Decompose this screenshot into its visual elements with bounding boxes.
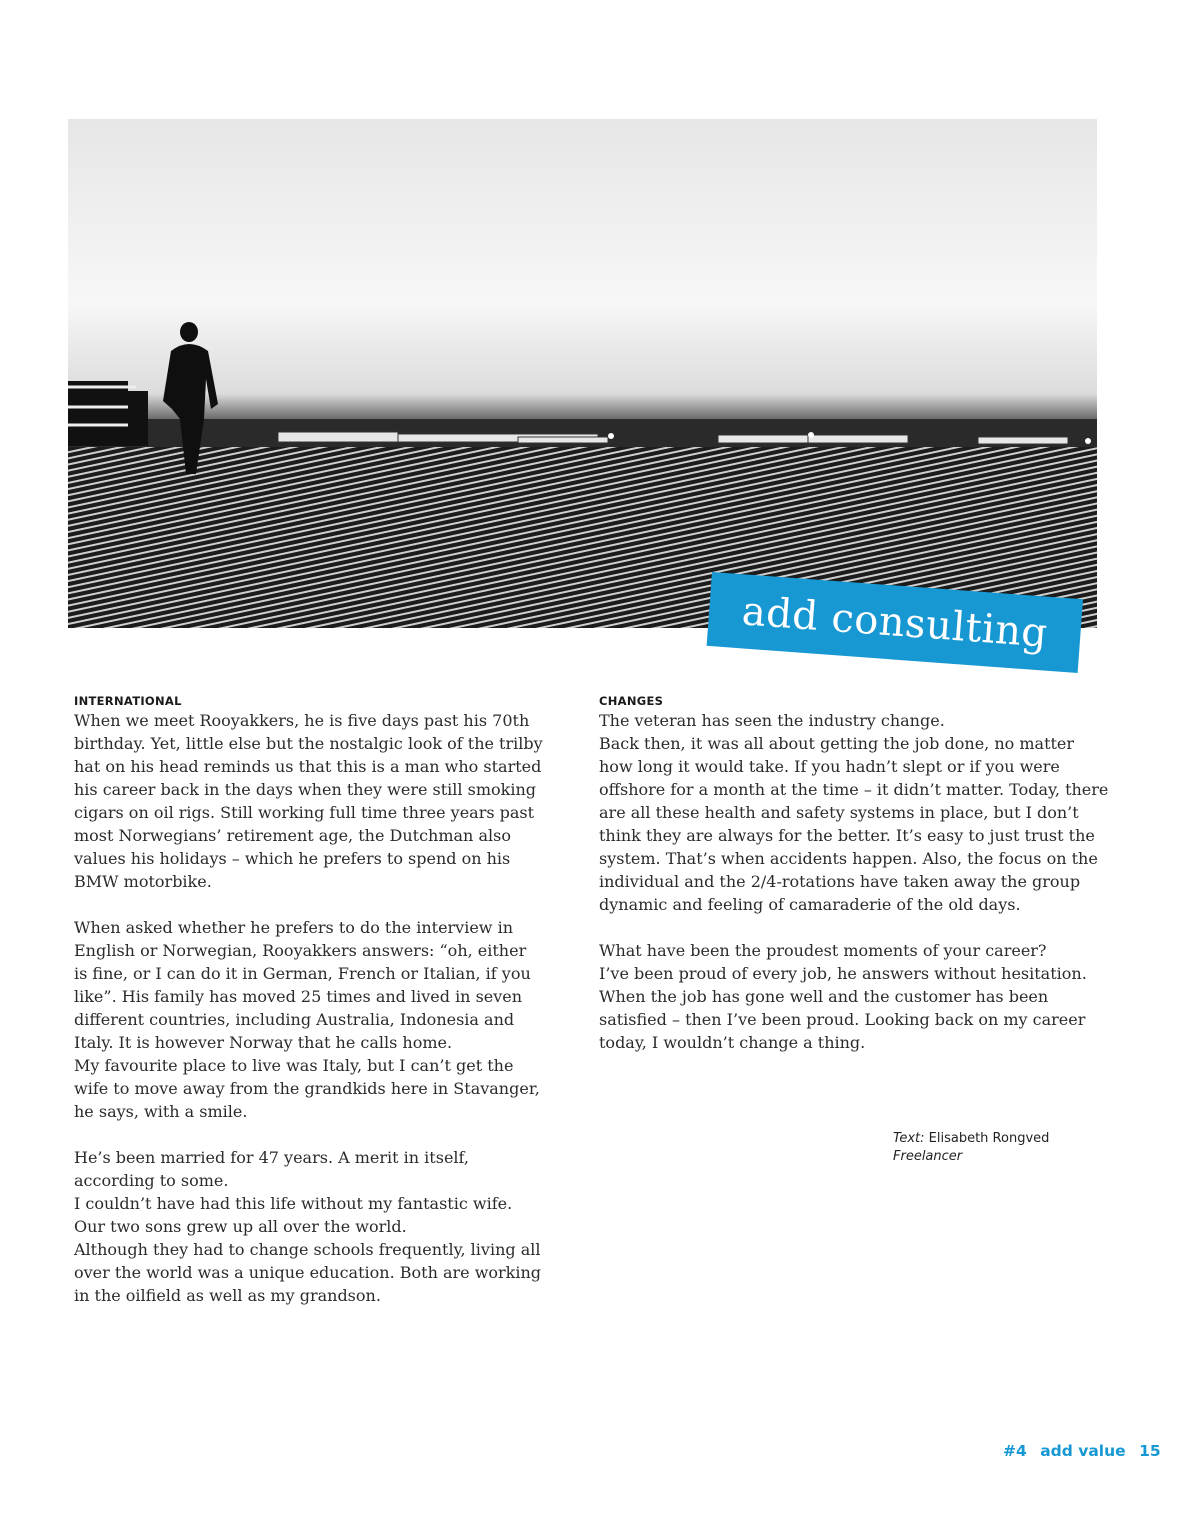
- article-column-right: [599, 693, 1109, 1054]
- section-banner: add consulting: [707, 572, 1083, 673]
- article-column-left: [74, 693, 544, 1307]
- issue-number: #4: [1003, 1442, 1027, 1460]
- helideck-illustration: [68, 119, 1097, 628]
- page-number: 15: [1139, 1442, 1161, 1460]
- paragraph: When we meet Rooyakkers, he is five days past his 70th birthday. Yet, little else but the nostalgic look of the trilby hat on his head reminds us that this is a man who started his career back in the days when they were still smoking cigars on oil rigs. Still working full time three years past most Norwegians’ retirement age, the Dutchman also values his holidays – which he prefers to spend on his BMW motorbike.: [74, 711, 543, 891]
- byline-author: Elisabeth Rongved: [928, 1131, 1050, 1146]
- section-heading-changes: CHANGES: [599, 694, 664, 708]
- section-heading-international: INTERNATIONAL: [74, 694, 182, 708]
- byline-role: Freelancer: [893, 1149, 963, 1164]
- magazine-name: add value: [1040, 1442, 1126, 1460]
- page-footer: [1003, 1442, 1169, 1460]
- hero-photo: [68, 119, 1097, 628]
- paragraph: When asked whether he prefers to do the interview in English or Norwegian, Rooyakkers answers: “oh, either is fine, or I can do it in German, French or Italian, if you like”. His family has moved 25 times and lived in seven different countries, including Australia, Indonesia and Italy. It is however Norway that he calls home. My favourite place to live was Italy, but I can’t get the wife to move away from the grandkids here in Stavanger, he says, with a smile.: [74, 918, 540, 1121]
- paragraph: The veteran has seen the industry change. Back then, it was all about getting the job done, no matter how long it would take. If you hadn’t slept or if you were offshore for a month at the time – it didn’t matter. Today, there are all these health and safety systems in place, but I don’t think they are always for the better. It’s easy to just trust the system. That’s when accidents happen. Also, the focus on the individual and the 2/4-rotations have taken away the group dynamic and feeling of camaraderie of the old days.: [599, 711, 1109, 914]
- paragraph: He’s been married for 47 years. A merit in itself, according to some. I couldn’t have had this life without my fantastic wife. Our two sons grew up all over the world. Although they had to change schools frequently, living all over the world was a unique education. Both are working in the oilfield as well as my grandson.: [74, 1148, 542, 1305]
- byline-label: Text:: [893, 1131, 925, 1146]
- paragraph: What have been the proudest moments of your career? I’ve been proud of every job, he answers without hesitation. When the job has gone well and the customer has been satisfied – then I’ve been proud. Looking back on my career today, I wouldn’t change a thing.: [599, 941, 1087, 1052]
- byline: [893, 1130, 1049, 1166]
